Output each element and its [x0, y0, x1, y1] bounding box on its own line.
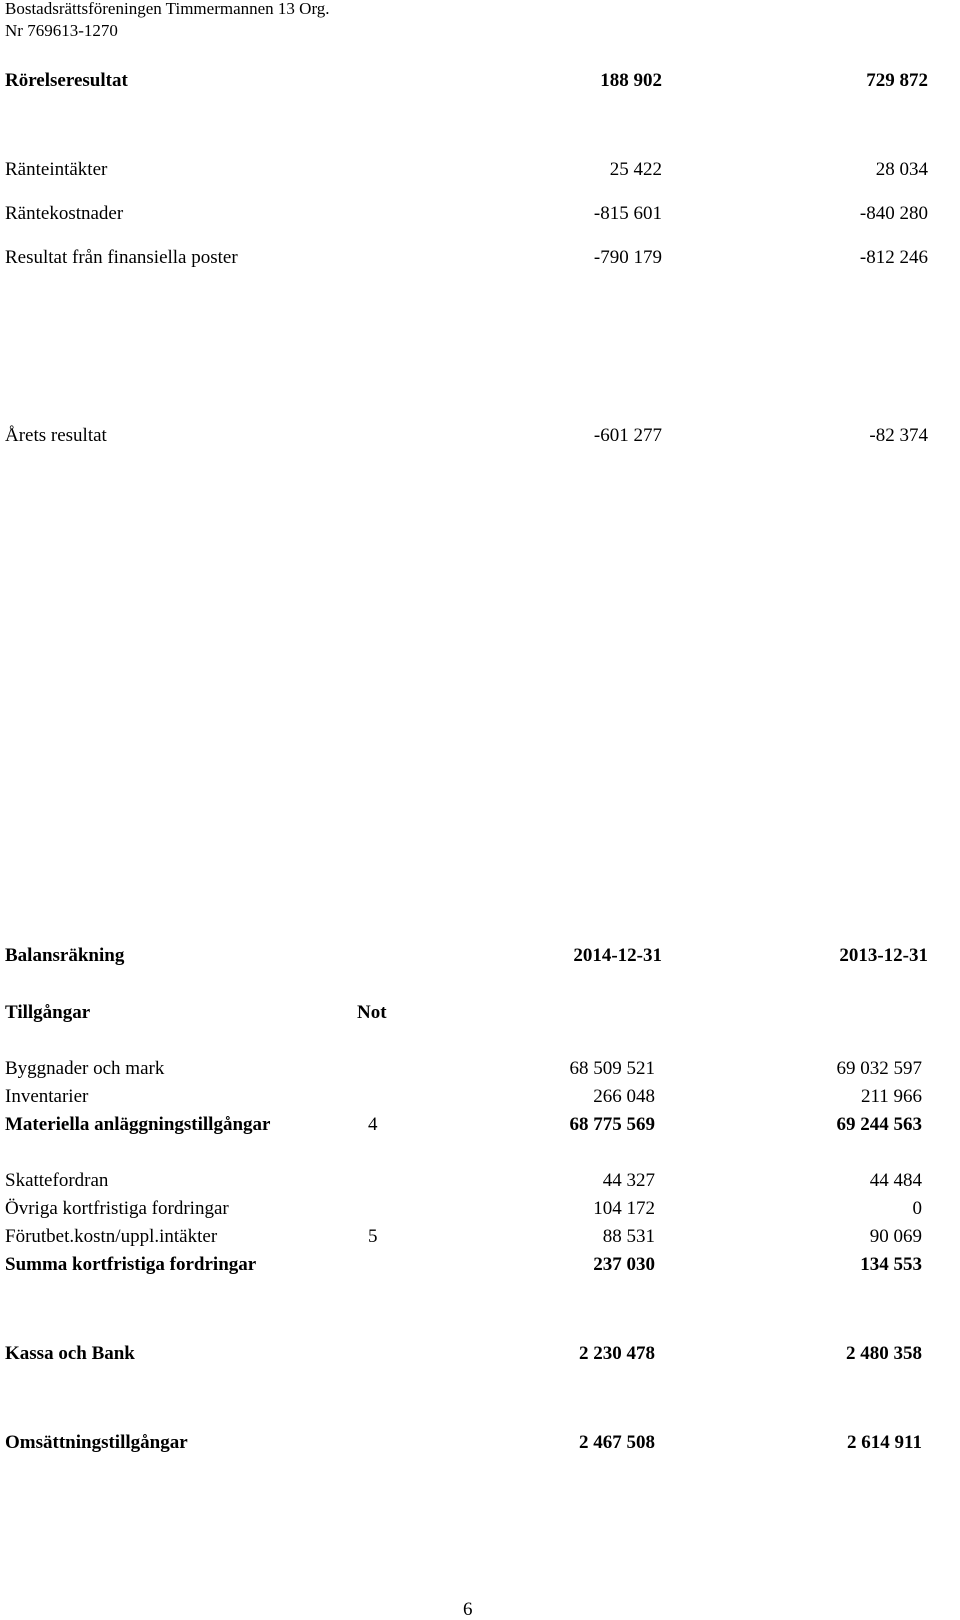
- arets-resultat-value-2014: -601 277: [593, 425, 662, 446]
- org-name: Bostadsrättsföreningen Timmermannen 13 Org.: [5, 0, 330, 18]
- skattefordran-value-2013: 44 484: [869, 1170, 922, 1191]
- inventarier-value-2013: 211 966: [860, 1086, 922, 1107]
- balance-date-2014: 2014-12-31: [573, 945, 662, 966]
- ovriga-label: Övriga kortfristiga fordringar: [5, 1198, 229, 1219]
- finansiella-value-2014: -790 179: [593, 247, 662, 268]
- byggnader-label: Byggnader och mark: [5, 1058, 165, 1079]
- kassa-value-2014: 2 230 478: [579, 1343, 655, 1364]
- finansiella-value-2013: -812 246: [859, 247, 928, 268]
- forutbet-value-2013: 90 069: [869, 1226, 922, 1247]
- rantekostnader-value-2014: -815 601: [593, 203, 662, 224]
- materiella-value-2014: 68 775 569: [569, 1114, 655, 1135]
- ovriga-value-2013: 0: [912, 1198, 922, 1219]
- summa-value-2013: 134 553: [860, 1254, 922, 1275]
- omsattning-value-2013: 2 614 911: [847, 1432, 922, 1453]
- rorelseresultat-label: Rörelseresultat: [5, 70, 128, 91]
- rorelseresultat-value-2013: 729 872: [866, 70, 928, 91]
- omsattning-label: Omsättningstillgångar: [5, 1432, 188, 1453]
- not-heading: Not: [357, 1002, 387, 1023]
- kassa-label: Kassa och Bank: [5, 1343, 135, 1364]
- org-number: Nr 769613-1270: [5, 21, 118, 40]
- skattefordran-value-2014: 44 327: [602, 1170, 655, 1191]
- finansiella-label: Resultat från finansiella poster: [5, 247, 238, 268]
- materiella-value-2013: 69 244 563: [836, 1114, 922, 1135]
- ranteintakter-value-2014: 25 422: [609, 159, 662, 180]
- tillgangar-heading: Tillgångar: [5, 1002, 91, 1023]
- ranteintakter-label: Ränteintäkter: [5, 159, 108, 180]
- byggnader-value-2013: 69 032 597: [836, 1058, 922, 1079]
- byggnader-value-2014: 68 509 521: [569, 1058, 655, 1079]
- materiella-label: Materiella anläggningstillgångar: [5, 1114, 271, 1135]
- rantekostnader-label: Räntekostnader: [5, 203, 124, 224]
- forutbet-value-2014: 88 531: [602, 1226, 655, 1247]
- page-number: 6: [463, 1599, 473, 1620]
- balance-date-2013: 2013-12-31: [839, 945, 928, 966]
- balance-title: Balansräkning: [5, 945, 125, 966]
- rantekostnader-value-2013: -840 280: [859, 203, 928, 224]
- arets-resultat-label: Årets resultat: [5, 425, 107, 446]
- omsattning-value-2014: 2 467 508: [579, 1432, 655, 1453]
- summa-value-2014: 237 030: [593, 1254, 655, 1275]
- kassa-value-2013: 2 480 358: [846, 1343, 922, 1364]
- inventarier-value-2014: 266 048: [593, 1086, 655, 1107]
- arets-resultat-value-2013: -82 374: [869, 425, 928, 446]
- skattefordran-label: Skattefordran: [5, 1170, 109, 1191]
- ovriga-value-2014: 104 172: [593, 1198, 655, 1219]
- inventarier-label: Inventarier: [5, 1086, 89, 1107]
- materiella-note: 4: [368, 1114, 378, 1135]
- summa-label: Summa kortfristiga fordringar: [5, 1254, 257, 1275]
- ranteintakter-value-2013: 28 034: [875, 159, 928, 180]
- forutbet-label: Förutbet.kostn/uppl.intäkter: [5, 1226, 218, 1247]
- forutbet-note: 5: [368, 1226, 378, 1247]
- rorelseresultat-value-2014: 188 902: [600, 70, 662, 91]
